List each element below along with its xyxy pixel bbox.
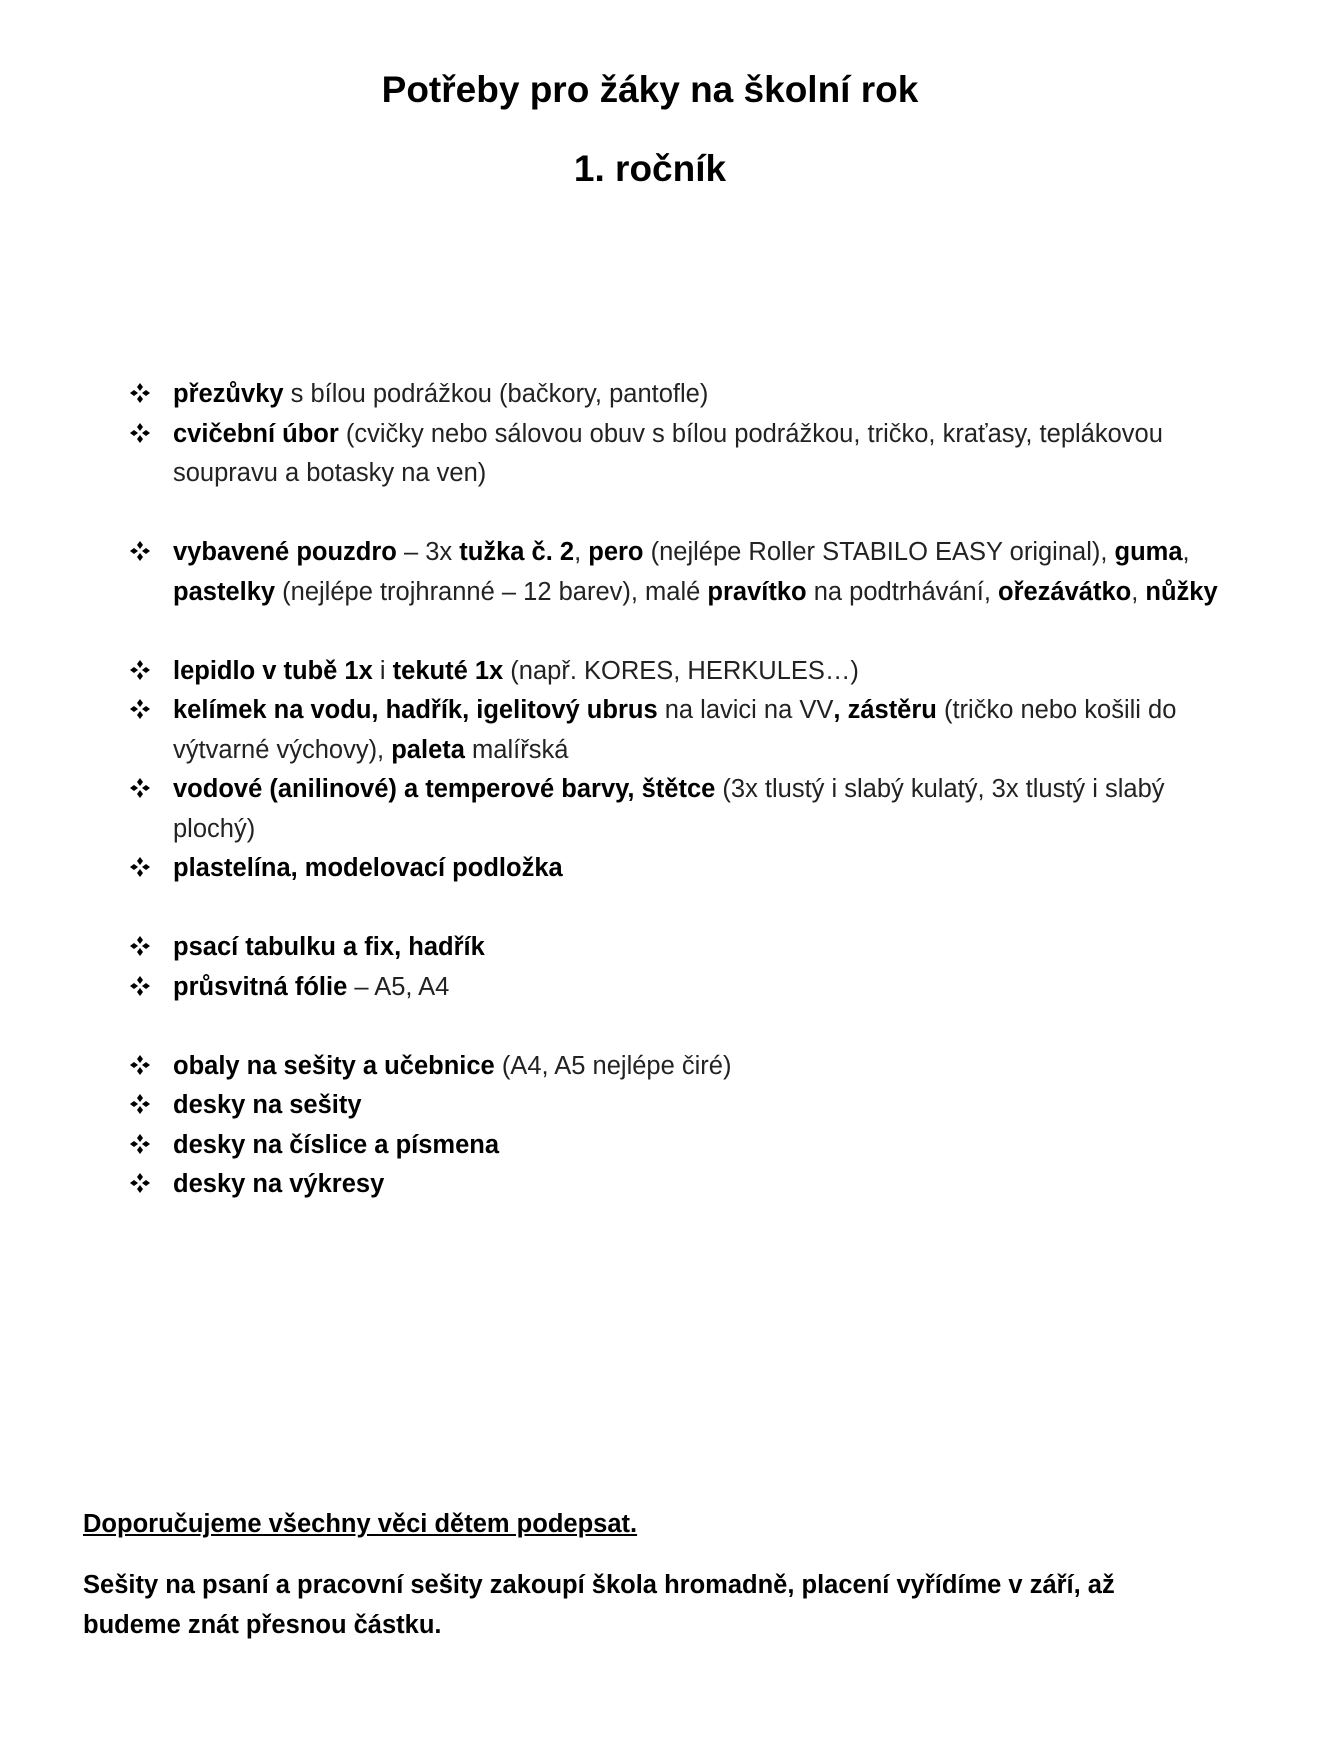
item-bold-text: plastelína, modelovací podložka <box>173 854 563 882</box>
list-item <box>0 1086 1223 1126</box>
list-item <box>0 968 1223 1008</box>
item-bold-text: cvičební úbor <box>173 419 339 448</box>
diamond-bullet-icon <box>130 928 154 968</box>
sign-items-note: Doporučujeme všechny věci dětem podepsat. <box>83 1510 638 1538</box>
diamond-bullet-icon <box>130 849 154 889</box>
item-bold-text: desky na sešity <box>173 1091 362 1119</box>
item-bold-text: kelímek na vodu, hadřík, igelitový ubrus <box>173 696 658 724</box>
list-item <box>0 1126 1223 1166</box>
grade-heading: 1. ročník <box>573 148 727 189</box>
diamond-bullet-icon <box>130 1126 154 1166</box>
diamond-bullet-icon <box>130 1165 154 1205</box>
item-bold-text: desky na číslice a písmena <box>173 1130 500 1159</box>
diamond-bullet-icon <box>130 1047 154 1087</box>
item-bold-text: paleta <box>391 735 465 764</box>
list-item <box>0 1047 1223 1087</box>
item-bold-text: ořezávátko <box>998 577 1132 606</box>
item-bold-text: nůžky <box>1145 577 1218 606</box>
diamond-bullet-icon <box>130 770 154 810</box>
list-item <box>0 928 1223 968</box>
list-item <box>0 691 1223 770</box>
item-bold-text: tužka č. 2 <box>459 538 575 566</box>
diamond-bullet-icon <box>130 652 154 692</box>
item-bold-text: průsvitná fólie <box>173 972 348 1001</box>
item-text: (např. KORES, HERKULES…) <box>503 656 859 685</box>
item-text: , <box>1182 538 1190 566</box>
item-text: i <box>372 656 393 685</box>
workbooks-note: Sešity na psaní a pracovní sešity zakoupí škola hromadně, placení vyřídíme v září, až budeme znát přesnou částku. <box>83 1571 1115 1639</box>
item-bold-text: pastelky <box>173 577 276 606</box>
list-item <box>0 849 1223 889</box>
item-bold-text: pravítko <box>707 577 807 606</box>
item-bold-text: tekuté 1x <box>392 656 504 685</box>
item-text: , <box>1131 577 1146 606</box>
item-bold-text: , zástěru <box>833 696 937 724</box>
item-bold-text: desky na výkresy <box>173 1170 385 1198</box>
item-text: na podtrhávání, <box>806 577 998 606</box>
list-item <box>0 652 1223 692</box>
item-text: malířská <box>464 735 569 764</box>
item-text: – 3x <box>396 538 460 566</box>
diamond-bullet-icon <box>130 1086 154 1126</box>
diamond-bullet-icon <box>130 533 154 573</box>
list-item <box>0 415 1223 494</box>
item-text: (nejlépe trojhranné – 12 barev), malé <box>275 577 708 606</box>
item-bold-text: přezůvky <box>173 380 284 408</box>
list-item <box>0 770 1223 849</box>
diamond-bullet-icon <box>130 375 154 415</box>
item-text: (tričko nebo košili do výtvarné výchovy), <box>173 696 1177 764</box>
item-bold-text: lepidlo v tubě 1x <box>173 656 373 685</box>
list-item <box>0 1165 1223 1205</box>
item-bold-text: obaly na sešity a učebnice <box>173 1051 495 1080</box>
item-bold-text: vodové (anilinové) a temperové barvy, štětce <box>173 775 716 803</box>
item-text: , <box>574 538 589 566</box>
item-text: na lavici na VV <box>657 696 834 724</box>
item-bold-text: psací tabulku a fix, hadřík <box>173 933 485 961</box>
item-text: s bílou podrážkou (bačkory, pantofle) <box>283 380 709 408</box>
item-text: (nejlépe Roller STABILO EASY original), <box>643 538 1115 566</box>
list-item <box>0 533 1223 612</box>
item-text: (A4, A5 nejlépe čiré) <box>494 1051 732 1080</box>
item-text: (3x tlustý i slabý kulatý, 3x tlustý i slabý plochý) <box>173 775 1165 843</box>
item-bold-text: guma <box>1114 538 1183 566</box>
item-bold-text: vybavené pouzdro <box>173 538 397 566</box>
diamond-bullet-icon <box>130 968 154 1008</box>
supply-list <box>0 375 1325 1205</box>
diamond-bullet-icon <box>130 415 154 455</box>
item-text: – A5, A4 <box>347 972 450 1001</box>
diamond-bullet-icon <box>130 691 154 731</box>
list-item <box>0 375 1223 415</box>
item-bold-text: pero <box>588 538 644 566</box>
document-title: Potřeby pro žáky na školní rok <box>381 69 919 110</box>
item-text: (cvičky nebo sálovou obuv s bílou podrážkou, tričko, kraťasy, teplákovou soupravu a botasky na ven) <box>173 419 1163 487</box>
